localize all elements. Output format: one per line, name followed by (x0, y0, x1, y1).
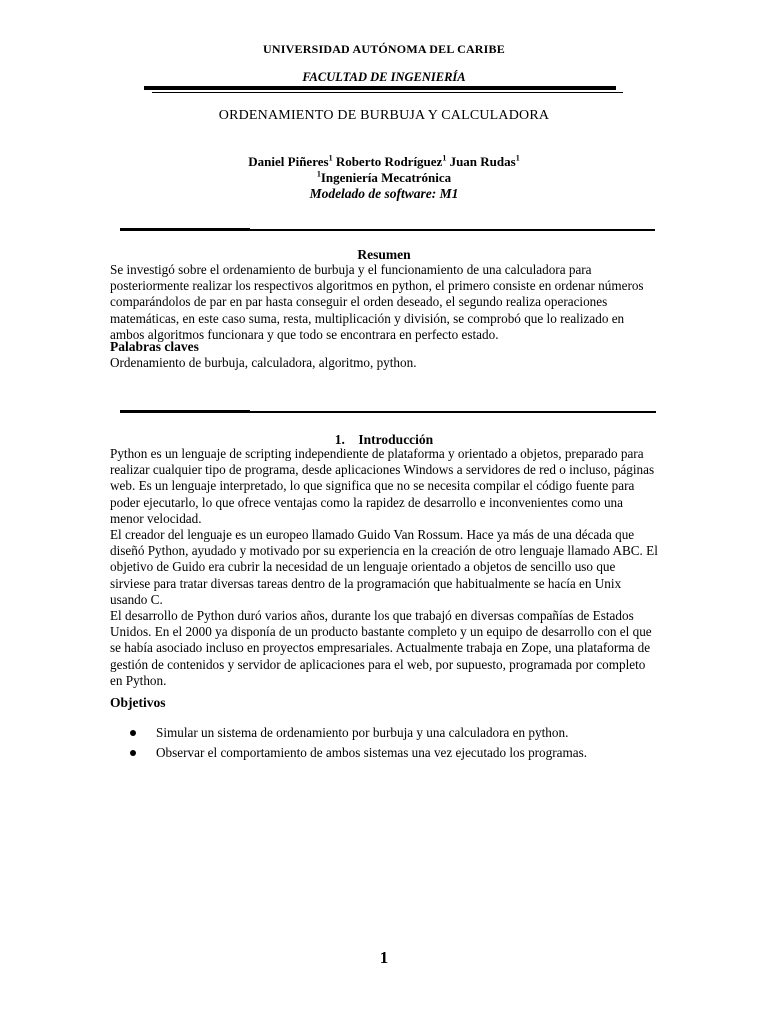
abstract-paragraph: Se investigó sobre el ordenamiento de burbuja y el funcionamiento de una calculadora para posteriormente realizar los respectivos algoritmos en python, el primero consiste en ordenar números comparándolos de par en par hasta conseguir el orden deseado, el segundo realiza operaciones matemáticas, en este caso suma, resta, multiplicación y división, se comprobó que lo realizado en ambos algoritmos funcionara y que todo se encontrara en perfecto estado. (110, 262, 644, 342)
section-divider-accent (120, 410, 250, 413)
bullet-icon (130, 730, 136, 736)
affiliation-mark: 1 (316, 169, 321, 179)
objectives-heading: Objetivos (110, 695, 166, 710)
university-name: UNIVERSIDAD AUTÓNOMA DEL CARIBE (263, 42, 505, 56)
author-list (0, 154, 768, 170)
section-number: 1. (334, 432, 345, 447)
keywords-heading: Palabras claves (110, 339, 199, 354)
intro-paragraph: El creador del lenguaje es un europeo llamado Guido Van Rossum. Hace ya más de una década que diseñó Python, ayudado y motivado por su experiencia en la creación de otro lenguaje llamado ABC. El objetivo de Guido era cubrir la necesidad de un lenguaje orientado a objetos de sencillo uso que sirviese para tratar diversas tareas dentro de la programación que habitualmente se hacía en Unix usando C. (110, 527, 658, 607)
intro-paragraph: El desarrollo de Python duró varios años, durante los que trabajó en diversas compañías de Estados Unidos. En el 2000 ya disponía de un producto bastante completo y un equipo de desarrollo con el que se había asociado incluso en proyectos empresariales. Actualmente trabaja en Zope, una plataforma de gestión de contenidos y servidor de aplicaciones para el web, por supuesto, programada por completo en Python. (110, 608, 652, 688)
author-affiliation-mark: 1 (515, 153, 520, 163)
keywords-text: Ordenamiento de burbuja, calculadora, algoritmo, python. (110, 355, 417, 370)
list-item-text: Observar el comportamiento de ambos sistemas una vez ejecutado los programas. (156, 745, 588, 760)
paper-title: ORDENAMIENTO DE BURBUJA Y CALCULADORA (218, 108, 550, 123)
introduction-text (110, 446, 658, 689)
course-name: Modelado de software: M1 (309, 186, 459, 201)
author-name: Juan Rudas (449, 154, 516, 169)
section-title: Introducción (358, 432, 434, 447)
author-affiliation-mark: 1 (442, 153, 447, 163)
header-rule-thick (144, 86, 616, 90)
intro-paragraph: Python es un lenguaje de scripting independiente de plataforma y orientado a objetos, preparado para realizar cualquier tipo de programa, desde aplicaciones Windows a servidores de red o incluso, páginas web. Es un lenguaje interpretado, lo que significa que no se necesita compilar el código fuente para poder ejecutarlo, lo que ofrece ventajas como la rapidez de desarrollo e inconvenientes como una menor velocidad. (110, 446, 655, 526)
bullet-icon (130, 750, 136, 756)
page-number: 1 (379, 948, 389, 967)
objectives-list (110, 724, 658, 764)
list-item (110, 724, 658, 744)
list-item (110, 744, 658, 764)
header-rule-thin (152, 92, 623, 93)
abstract-heading: Resumen (357, 247, 411, 262)
affiliation-name: Ingeniería Mecatrónica (320, 170, 452, 185)
faculty-name: FACULTAD DE INGENIERÍA (302, 70, 466, 84)
author-name: Daniel Piñeres (248, 154, 329, 169)
affiliation (0, 170, 768, 186)
list-item-text: Simular un sistema de ordenamiento por burbuja y una calculadora en python. (156, 725, 569, 740)
author-name: Roberto Rodríguez (335, 154, 443, 169)
author-affiliation-mark: 1 (328, 153, 333, 163)
abstract-text (110, 262, 658, 343)
section-divider-accent (120, 228, 250, 231)
